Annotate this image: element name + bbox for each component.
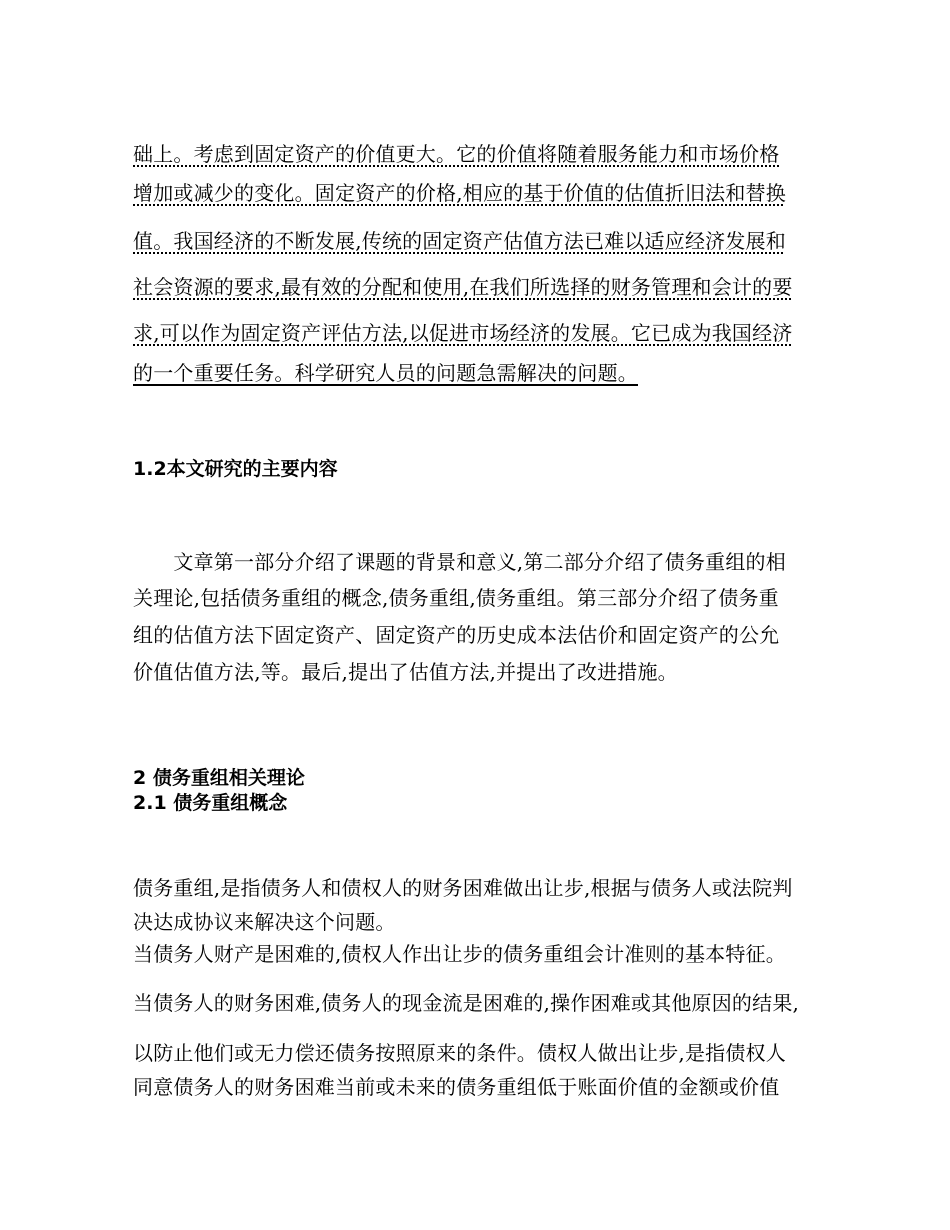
- intro-line-6: 的一个重要任务。科学研究人员的问题急需解决的问题。: [133, 361, 638, 385]
- section-2-line-5: 以防止他们或无力偿还债务按照原来的条件。债权人做出让步,是指债权人: [133, 1041, 786, 1065]
- intro-line-1: 础上。考虑到固定资产的价值更大。它的价值将随着服务能力和市场价格: [133, 142, 780, 166]
- section-2-line-3: 当债务人财产是困难的,债权人作出让步的债务重组会计准则的基本特征。: [133, 942, 786, 966]
- section-1-2-line-4: 价值估值方法,等。最后,提出了估值方法,并提出了改进措施。: [133, 660, 678, 684]
- section-1-2-line-2: 关理论,包括债务重组的概念,债务重组,债务重组。第三部分介绍了债务重: [133, 586, 779, 610]
- intro-line-5: 求,可以作为固定资产评估方法,以促进市场经济的发展。它已成为我国经济: [133, 321, 793, 345]
- section-2-line-1: 债务重组,是指债务人和债权人的财务困难做出让步,根据与债务人或法院判: [133, 876, 793, 900]
- section-2-line-6: 同意债务人的财务困难当前或未来的债务重组低于账面价值的金额或价值: [133, 1075, 780, 1099]
- section-1-2-line-3: 组的估值方法下固定资产、固定资产的历史成本法估价和固定资产的公允: [133, 623, 780, 647]
- section-heading-2: 2 债务重组相关理论: [133, 767, 305, 789]
- intro-line-3: 值。我国经济的不断发展,传统的固定资产估值方法已难以适应经济发展和: [133, 229, 786, 253]
- section-heading-1-2: 1.2本文研究的主要内容: [133, 458, 338, 480]
- section-2-line-2: 决达成协议来解决这个问题。: [133, 910, 396, 934]
- section-1-2-line-1: 文章第一部分介绍了课题的背景和意义,第二部分介绍了债务重组的相: [133, 550, 786, 574]
- section-subheading-2-1: 2.1 债务重组概念: [133, 792, 288, 814]
- intro-line-4: 社会资源的要求,最有效的分配和使用,在我们所选择的财务管理和会计的要: [133, 275, 793, 299]
- section-2-line-4: 当债务人的财务困难,债务人的现金流是困难的,操作困难或其他原因的结果,: [133, 991, 800, 1015]
- intro-line-2: 增加或减少的变化。固定资产的价格,相应的基于价值的估值折旧法和替换: [133, 181, 786, 205]
